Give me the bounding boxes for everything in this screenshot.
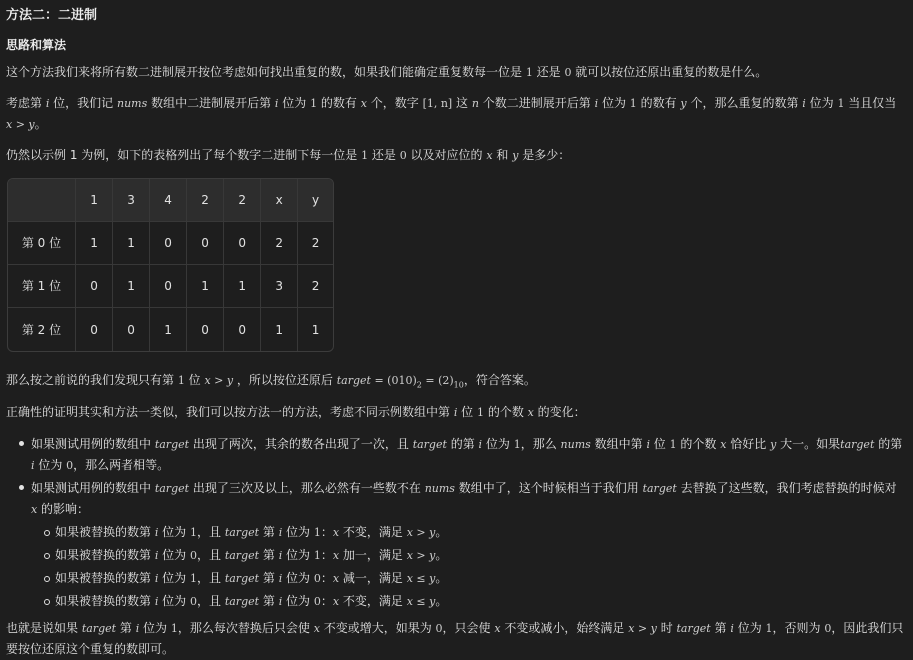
table-cell: 1: [224, 264, 261, 307]
list-item: 如果被替换的数第 i 位为 0，且 target 第 i 位为 1：x 加一，满足 x > y。: [31, 545, 905, 566]
paragraph-result: 那么按之前说的我们发现只有第 1 位 x > y ，所以按位还原后 target = $(010)_2 = (2)_{10}$，符合答案。: [6, 373, 536, 390]
table-cell: 1: [76, 221, 113, 264]
paragraph-conclusion: 也就是说如果 target 第 i 位为 1，那么每次替换后只会使 x 不变或增大，如果为 0，只会使 x 不变或减小，始终满足 x > y 时 target 第 i 位为 1，否则为 0，因此我们只要按位还原这个重复的数即可。: [6, 621, 904, 656]
paragraph-intro: 这个方法我们来将所有数二进制展开按位考虑如何找出重复的数，如果我们能确定重复数每一位是 1 还是 0 就可以按位还原出重复的数是什么。: [6, 65, 768, 79]
table-header-cell: y: [298, 179, 333, 221]
list-item: 如果被替换的数第 i 位为 1，且 target 第 i 位为 0：x 减一，满足 x ≤ y。: [31, 568, 905, 589]
table-header-cell: 2: [224, 179, 261, 221]
table-cell: 2: [298, 264, 333, 307]
table-cell: 1: [150, 308, 187, 351]
table-cell: 0: [76, 308, 113, 351]
table-cell: 0: [224, 221, 261, 264]
table-cell: 1: [113, 264, 150, 307]
section-subtitle: 思路和算法: [6, 38, 67, 52]
list-item: 如果被替换的数第 i 位为 0，且 target 第 i 位为 0：x 不变，满足 x ≤ y。: [31, 591, 905, 612]
table-header-cell: 2: [187, 179, 224, 221]
table-header-cell: 1: [76, 179, 113, 221]
table-cell: 2: [298, 221, 333, 264]
table-cell: 0: [113, 308, 150, 351]
table-header-cell: [8, 179, 76, 221]
bit-table: [7, 178, 334, 352]
table-cell: 0: [150, 221, 187, 264]
table-row: [8, 308, 333, 351]
table-cell: 0: [76, 264, 113, 307]
table-cell: 1: [113, 221, 150, 264]
table-header-cell: x: [261, 179, 298, 221]
table-header-cell: 3: [113, 179, 150, 221]
table-cell: 0: [187, 221, 224, 264]
paragraph-definition: 考虑第 i 位，我们记 nums 数组中二进制展开后第 i 位为 1 的数有 x 个，数字 [1, n] 这 n 个数二进制展开后第 i 位为 1 的数有 y 个，那么重复的数第 i 位为 1 当且仅当 x > y。: [6, 96, 897, 131]
section-title: 方法二：二进制: [6, 8, 98, 23]
table-cell: 0: [224, 308, 261, 351]
table-cell: 0: [150, 264, 187, 307]
case-list: [6, 434, 905, 614]
table-cell: 0: [187, 308, 224, 351]
table-cell: 1: [311, 322, 320, 337]
sub-case-list: [31, 522, 905, 612]
list-item: 如果测试用例的数组中 target 出现了两次，其余的数各出现了一次，且 target 的第 i 位为 1，那么 nums 数组中第 i 位 1 的个数 x 恰好比 y 大一。如果target 的第 i 位为 0，那么两者相等。: [6, 434, 905, 476]
table-cell: 2: [261, 221, 298, 264]
table-cell: 1: [187, 264, 224, 307]
table-row: [8, 264, 333, 307]
table-cell: 第 1 位: [8, 264, 76, 307]
table-row: [8, 221, 333, 264]
list-item: 如果测试用例的数组中 target 出现了三次及以上，那么必然有一些数不在 nums 数组中了，这个时候相当于我们用 target 去替换了这些数，我们考虑替换的时候对 x 的影响： 如果被替换的数第 i 位为 1，且 target 第 i 位为 1：x 不变，满足 x > y。 如果被替换的数第 i 位为 0，且 target 第 i 位为 1：x 加一，满足 x > y。 如果被替换的数第 i 位为 1，且 target 第 i 位为 0：x 减一，满足 x ≤ y。 如果被替换的数第 i 位为 0，且 target 第 i 位为 0：x 不变，满足 x ≤ y。: [6, 478, 905, 612]
table-cell: 3: [261, 264, 298, 307]
table-header-cell: 4: [150, 179, 187, 221]
table-cell: 第 2 位: [8, 308, 76, 351]
paragraph-proof: 正确性的证明其实和方法一类似，我们可以按方法一的方法，考虑不同示例数组中第 i 位 1 的个数 x 的变化：: [6, 405, 586, 419]
table-cell: 1: [261, 308, 298, 351]
paragraph-example: 仍然以示例 1 为例，如下的表格列出了每个数字二进制下每一位是 1 还是 0 以及对应位的 x 和 y 是多少：: [6, 148, 571, 162]
table-cell: 第 0 位: [8, 221, 76, 264]
list-item: 如果被替换的数第 i 位为 1，且 target 第 i 位为 1：x 不变，满足 x > y。: [31, 522, 905, 543]
table-header-row: [8, 179, 333, 221]
